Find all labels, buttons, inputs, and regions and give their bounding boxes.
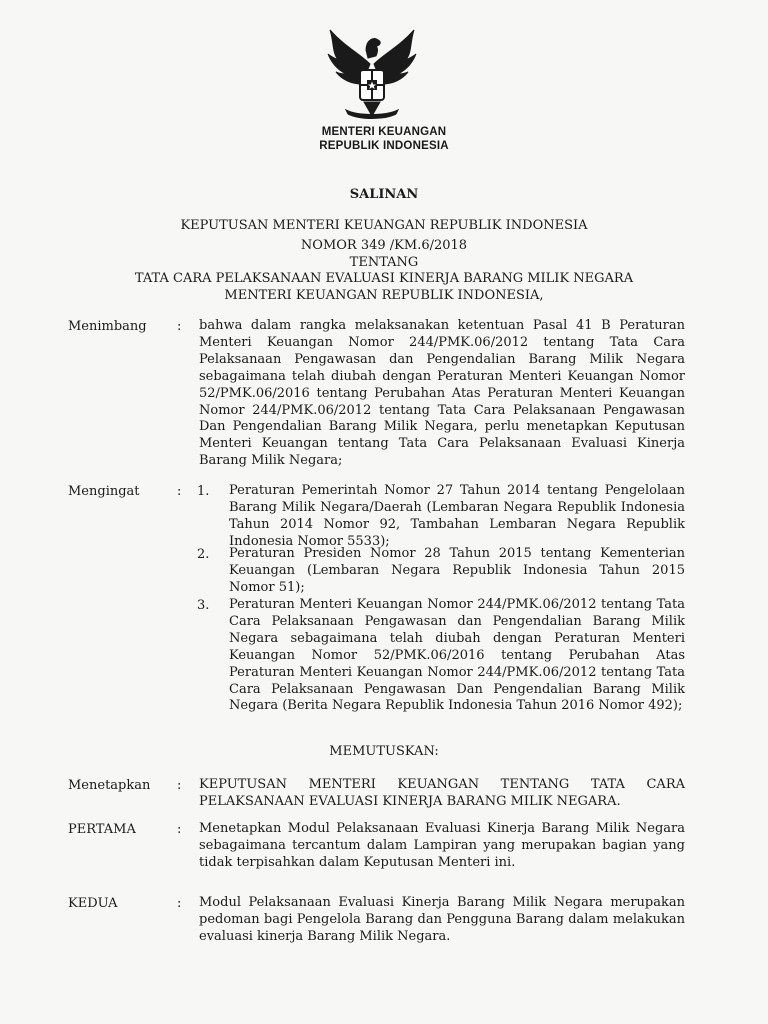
decree-number: NOMOR 349 /KM.6/2018 — [300, 238, 468, 253]
menimbang-text: bahwa dalam rangka melaksanakan ketentuan Pasal 41 B Peraturan Menteri Keuangan Nomor 244/PMK.06/2012 tentang Tata Cara Pelaksanaan Pengawasan dan Pengendalian Barang Milik Negara sebagaimana telah diubah dengan Peraturan Menteri Keuangan Nomor 52/PMK.06/2016 tentang Perubahan Atas Peraturan Menteri Keuangan Nomor 244/PMK.06/2012 tentang Tata Cara Pelaksanaan Pengawasan Dan Pengendalian Barang Milik Negara, perlu menetapkan Keputusan Menteri Keuangan tentang Tata Cara Pelaksanaan Evaluasi Kinerja Barang Milik Negara; — [199, 318, 685, 469]
memutuskan-heading: MEMUTUSKAN: — [329, 744, 439, 759]
menetapkan-label: Menetapkan — [68, 778, 151, 793]
pertama-text: Menetapkan Modul Pelaksanaan Evaluasi Kinerja Barang Milik Negara sebagaimana tercantum dalam Lampiran yang merupakan bagian yang tidak terpisahkan dalam Keputusan Menteri ini. — [199, 821, 685, 870]
title-tentang: TENTANG — [349, 255, 419, 270]
garuda-emblem-icon — [322, 24, 422, 122]
ministry-line2: REPUBLIK INDONESIA — [319, 140, 449, 152]
menetapkan-colon: : — [177, 778, 182, 793]
menetapkan-text: KEPUTUSAN MENTERI KEUANGAN TENTANG TATA CARA PELAKSANAAN EVALUASI KINERJA BARANG MILIK NEGARA. — [199, 777, 685, 809]
kedua-text: Modul Pelaksanaan Evaluasi Kinerja Barang Milik Negara merupakan pedoman bagi Pengelola Barang dan Pengguna Barang dalam melakukan evaluasi kinerja Barang Milik Negara. — [199, 895, 685, 944]
mengingat-colon: : — [177, 484, 182, 499]
ministry-line1: MENTERI KEUANGAN — [321, 126, 447, 138]
mengingat-item-1-text: Peraturan Pemerintah Nomor 27 Tahun 2014 tentang Pengelolaan Barang Milik Negara/Daerah (Lembaran Negara Republik Indonesia Tahun 2014 Nomor 92, Tambahan Lembaran Negara Republik Indonesia Nomor 5533); — [229, 483, 685, 549]
mengingat-label: Mengingat — [68, 484, 140, 499]
kedua-label: KEDUA — [68, 896, 118, 911]
title-minister: MENTERI KEUANGAN REPUBLIK INDONESIA, — [224, 288, 544, 303]
menimbang-label: Menimbang — [68, 319, 147, 334]
pertama-label: PERTAMA — [68, 822, 136, 837]
menimbang-colon: : — [177, 319, 182, 334]
ministry-header — [0, 125, 768, 153]
title-line1: KEPUTUSAN MENTERI KEUANGAN REPUBLIK INDONESIA — [180, 218, 588, 233]
title-subject: TATA CARA PELAKSANAAN EVALUASI KINERJA BARANG MILIK NEGARA — [134, 271, 634, 286]
mengingat-item-1-num: 1. — [197, 484, 210, 499]
salinan-label: SALINAN — [349, 187, 419, 202]
kedua-colon: : — [177, 896, 182, 911]
pertama-colon: : — [177, 822, 182, 837]
mengingat-item-2-text: Peraturan Presiden Nomor 28 Tahun 2015 tentang Kementerian Keuangan (Lembaran Negara Republik Indonesia Tahun 2015 Nomor 51); — [229, 546, 685, 595]
mengingat-item-3-text: Peraturan Menteri Keuangan Nomor 244/PMK.06/2012 tentang Tata Cara Pelaksanaan Pengawasan dan Pengendalian Barang Milik Negara sebagaimana telah diubah dengan Peraturan Menteri Keuangan Nomor 52/PMK.06/2016 tentang Perubahan Atas Peraturan Menteri Keuangan Nomor 244/PMK.06/2012 tentang Tata Cara Pelaksanaan Pengawasan Dan Pengendalian Barang Milik Negara (Berita Negara Republik Indonesia Tahun 2016 Nomor 492); — [229, 597, 685, 714]
mengingat-item-3-num: 3. — [197, 598, 210, 613]
mengingat-item-2-num: 2. — [197, 547, 210, 562]
